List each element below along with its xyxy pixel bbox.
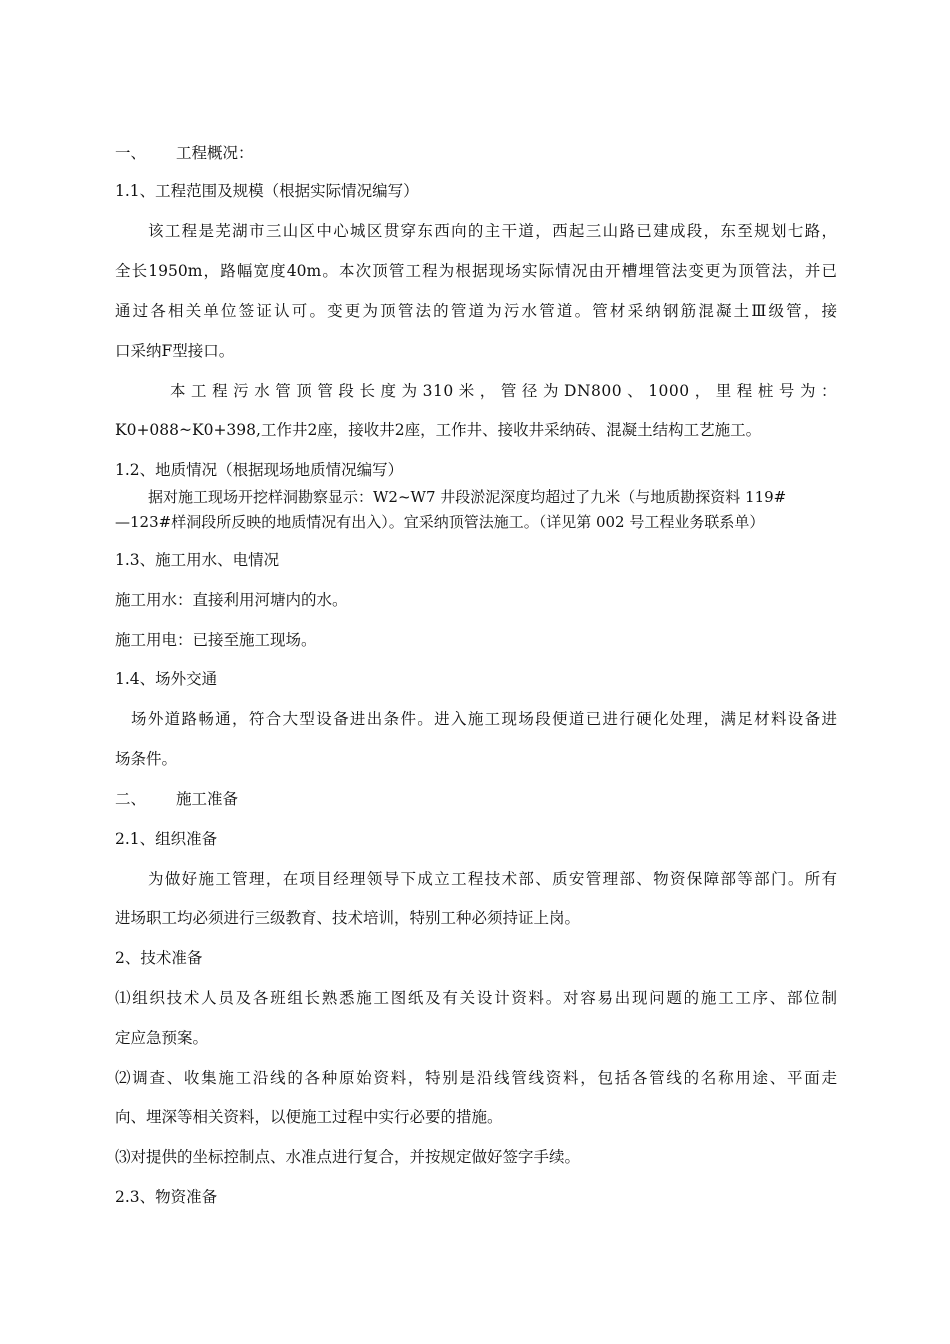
- paragraph-line: 进场职工均必须进行三级教育、技术培训，特别工种必须持证上岗。: [115, 909, 581, 927]
- paragraph-line: 口采纳F型接口。: [115, 342, 235, 360]
- subheading-1-3: 1.3、施工用水、电情况: [115, 551, 280, 569]
- section-number: 二、: [115, 790, 147, 808]
- paragraph-line: ⑶对提供的坐标控制点、水准点进行复合，并按规定做好签字手续。: [115, 1148, 581, 1166]
- paragraph-line: 全长1950m，路幅宽度40m。本次顶管工程为根据现场实际情况由开槽埋管法变更为顶管法，并已: [115, 262, 837, 280]
- paragraph-line: 据对施工现场开挖样洞勘察显示：W2~W7 井段淤泥深度均超过了九米（与地质勘探资料 119#: [148, 488, 787, 506]
- section-number: 一、: [115, 144, 147, 162]
- subheading-2-2: 2、技术准备: [115, 949, 203, 967]
- paragraph-line: —123#样洞段所反映的地质情况有出入）。宜采纳顶管法施工。（详见第 002 号工程业务联系单）: [115, 513, 765, 531]
- section-heading-2: [115, 789, 238, 809]
- subheading-2-3: 2.3、物资准备: [115, 1188, 218, 1206]
- section-title: 施工准备: [176, 790, 239, 808]
- section-heading-1: [115, 143, 254, 163]
- subheading-2-1: 2.1、组织准备: [115, 830, 218, 848]
- paragraph-line: ⑴组织技术人员及各班组长熟悉施工图纸及有关设计资料。对容易出现问题的施工工序、部位制: [115, 989, 837, 1007]
- paragraph-line: 施工用电：已接至施工现场。: [115, 631, 317, 649]
- paragraph-line: 施工用水：直接利用河塘内的水。: [115, 591, 348, 609]
- paragraph-line: 场条件。: [115, 750, 178, 768]
- paragraph-line: 向、埋深等相关资料，以便施工过程中实行必要的措施。: [115, 1108, 503, 1126]
- paragraph-line: 该工程是芜湖市三山区中心城区贯穿东西向的主干道，西起三山路已建成段，东至规划七路，: [148, 222, 837, 240]
- paragraph-line: ⑵调查、收集施工沿线的各种原始资料，特别是沿线管线资料，包括各管线的名称用途、平面走: [115, 1069, 837, 1087]
- paragraph-line: 场外道路畅通，符合大型设备进出条件。进入施工现场段便道已进行硬化处理，满足材料设备进: [131, 710, 837, 728]
- subheading-1-4: 1.4、场外交通: [115, 670, 218, 688]
- paragraph-line: 为做好施工管理，在项目经理领导下成立工程技术部、质安管理部、物资保障部等部门。所有: [148, 870, 837, 888]
- section-title: 工程概况：: [176, 144, 254, 162]
- paragraph-line: 定应急预案。: [115, 1029, 209, 1047]
- paragraph-line: 通过各相关单位签证认可。变更为顶管法的管道为污水管道。管材采纳钢筋混凝土Ⅲ级管，接: [115, 302, 837, 320]
- paragraph-line: 本工程污水管顶管段长度为310米，管径为DN800、1000，里程桩号为：: [170, 382, 837, 400]
- paragraph-line: K0+088~K0+398,工作井2座，接收井2座，工作井、接收井采纳砖、混凝土结构工艺施工。: [115, 421, 762, 439]
- subheading-1-1: 1.1、工程范围及规模（根据实际情况编写）: [115, 182, 419, 200]
- subheading-1-2: 1.2、地质情况（根据现场地质情况编写）: [115, 461, 404, 479]
